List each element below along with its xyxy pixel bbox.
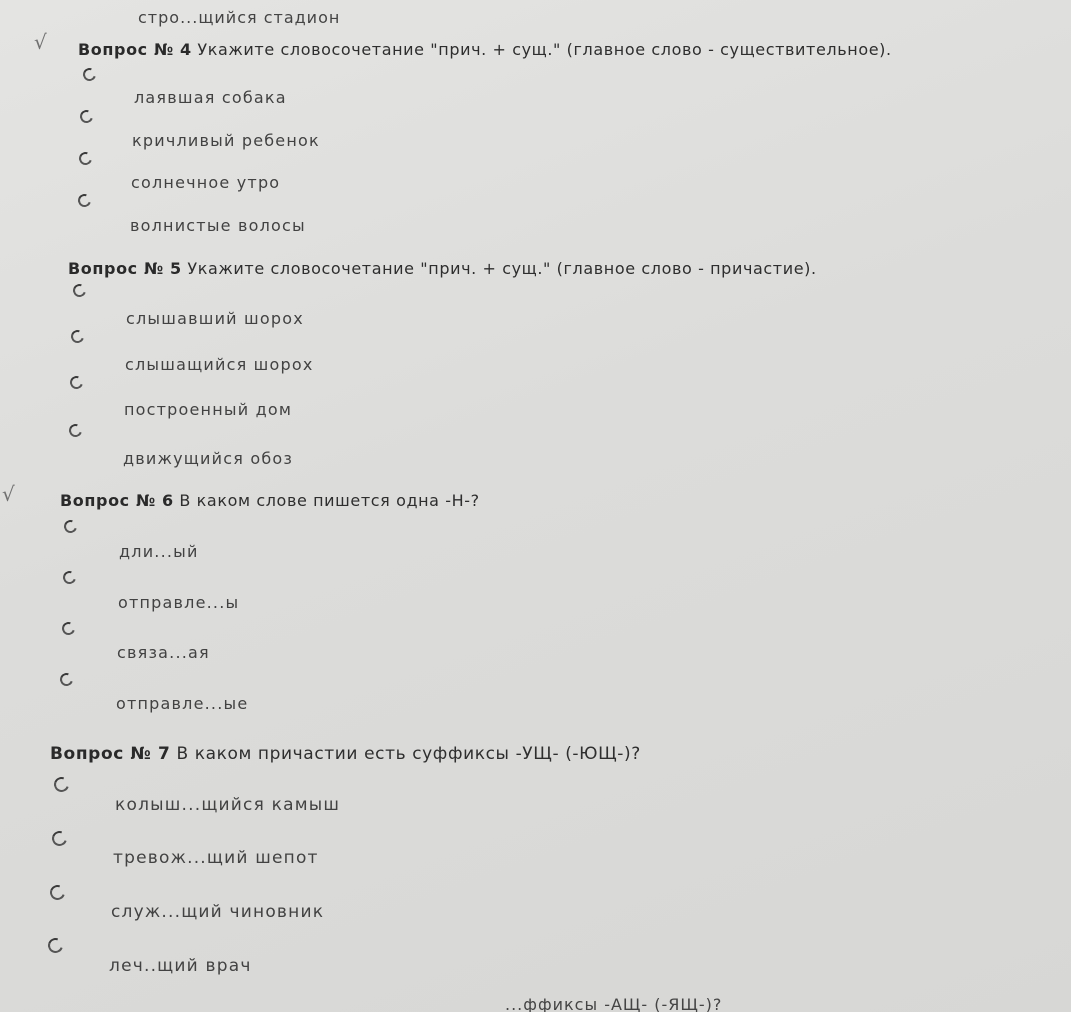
q7-option-2-radio[interactable]	[50, 829, 70, 849]
q7-option-2-label: тревож...щий шепот	[113, 848, 319, 868]
q6-option-1-label: дли...ый	[119, 542, 199, 561]
q7-option-4-radio[interactable]	[46, 936, 66, 956]
question-4-number: Вопрос № 4	[78, 40, 192, 59]
q4-option-2-label: кричливый ребенок	[132, 131, 320, 150]
q5-option-3-radio[interactable]	[68, 374, 85, 391]
q7-option-1-radio[interactable]	[52, 775, 72, 795]
question-6-title	[60, 491, 480, 510]
q7-option-3-radio[interactable]	[48, 883, 68, 903]
q4-option-2-radio[interactable]	[78, 108, 95, 125]
q7-option-4-label: леч..щий врач	[109, 956, 252, 976]
question-6-number: Вопрос № 6	[60, 491, 174, 510]
question-5-title	[68, 259, 817, 278]
q5-option-4-radio[interactable]	[67, 422, 84, 439]
q5-option-1-radio[interactable]	[71, 282, 88, 299]
question-7-text: В каком причастии есть суффиксы -УЩ- (-ЮЩ-)?	[176, 744, 641, 764]
question-4-title	[78, 40, 892, 59]
question-7-number: Вопрос № 7	[50, 744, 171, 764]
q4-option-4-label: волнистые волосы	[130, 216, 306, 235]
check-mark-icon: √	[34, 30, 47, 54]
q6-option-4-label: отправле...ые	[116, 694, 249, 713]
q5-option-2-label: слышащийся шорох	[125, 355, 314, 374]
question-4-text: Укажите словосочетание "прич. + сущ." (главное слово - существительное).	[197, 40, 892, 59]
previous-question-last-option: стро...щийся стадион	[138, 8, 341, 27]
next-question-partial-text: ...ффиксы -АЩ- (-ЯЩ-)?	[505, 995, 723, 1012]
q5-option-1-label: слышавший шорох	[126, 309, 304, 328]
q6-option-2-radio[interactable]	[61, 569, 78, 586]
question-7-title	[50, 744, 641, 764]
question-5-number: Вопрос № 5	[68, 259, 182, 278]
q6-option-2-label: отправле...ы	[118, 593, 240, 612]
q6-option-3-radio[interactable]	[60, 620, 77, 637]
q6-option-4-radio[interactable]	[58, 671, 75, 688]
q4-option-1-radio[interactable]	[81, 66, 98, 83]
q4-option-3-label: солнечное утро	[131, 173, 281, 192]
q4-option-4-radio[interactable]	[76, 192, 93, 209]
question-6-text: В каком слове пишется одна -Н-?	[179, 491, 480, 510]
check-mark-icon: √	[2, 482, 15, 506]
q4-option-3-radio[interactable]	[77, 150, 94, 167]
q7-option-3-label: служ...щий чиновник	[111, 902, 325, 922]
question-5-text: Укажите словосочетание "прич. + сущ." (главное слово - причастие).	[187, 259, 817, 278]
q7-option-1-label: колыш...щийся камыш	[115, 795, 341, 815]
q6-option-3-label: связа...ая	[117, 643, 210, 662]
q5-option-2-radio[interactable]	[69, 328, 86, 345]
q5-option-3-label: построенный дом	[124, 400, 293, 419]
q6-option-1-radio[interactable]	[62, 518, 79, 535]
q5-option-4-label: движущийся обоз	[123, 449, 294, 468]
q4-option-1-label: лаявшая собака	[134, 88, 287, 107]
